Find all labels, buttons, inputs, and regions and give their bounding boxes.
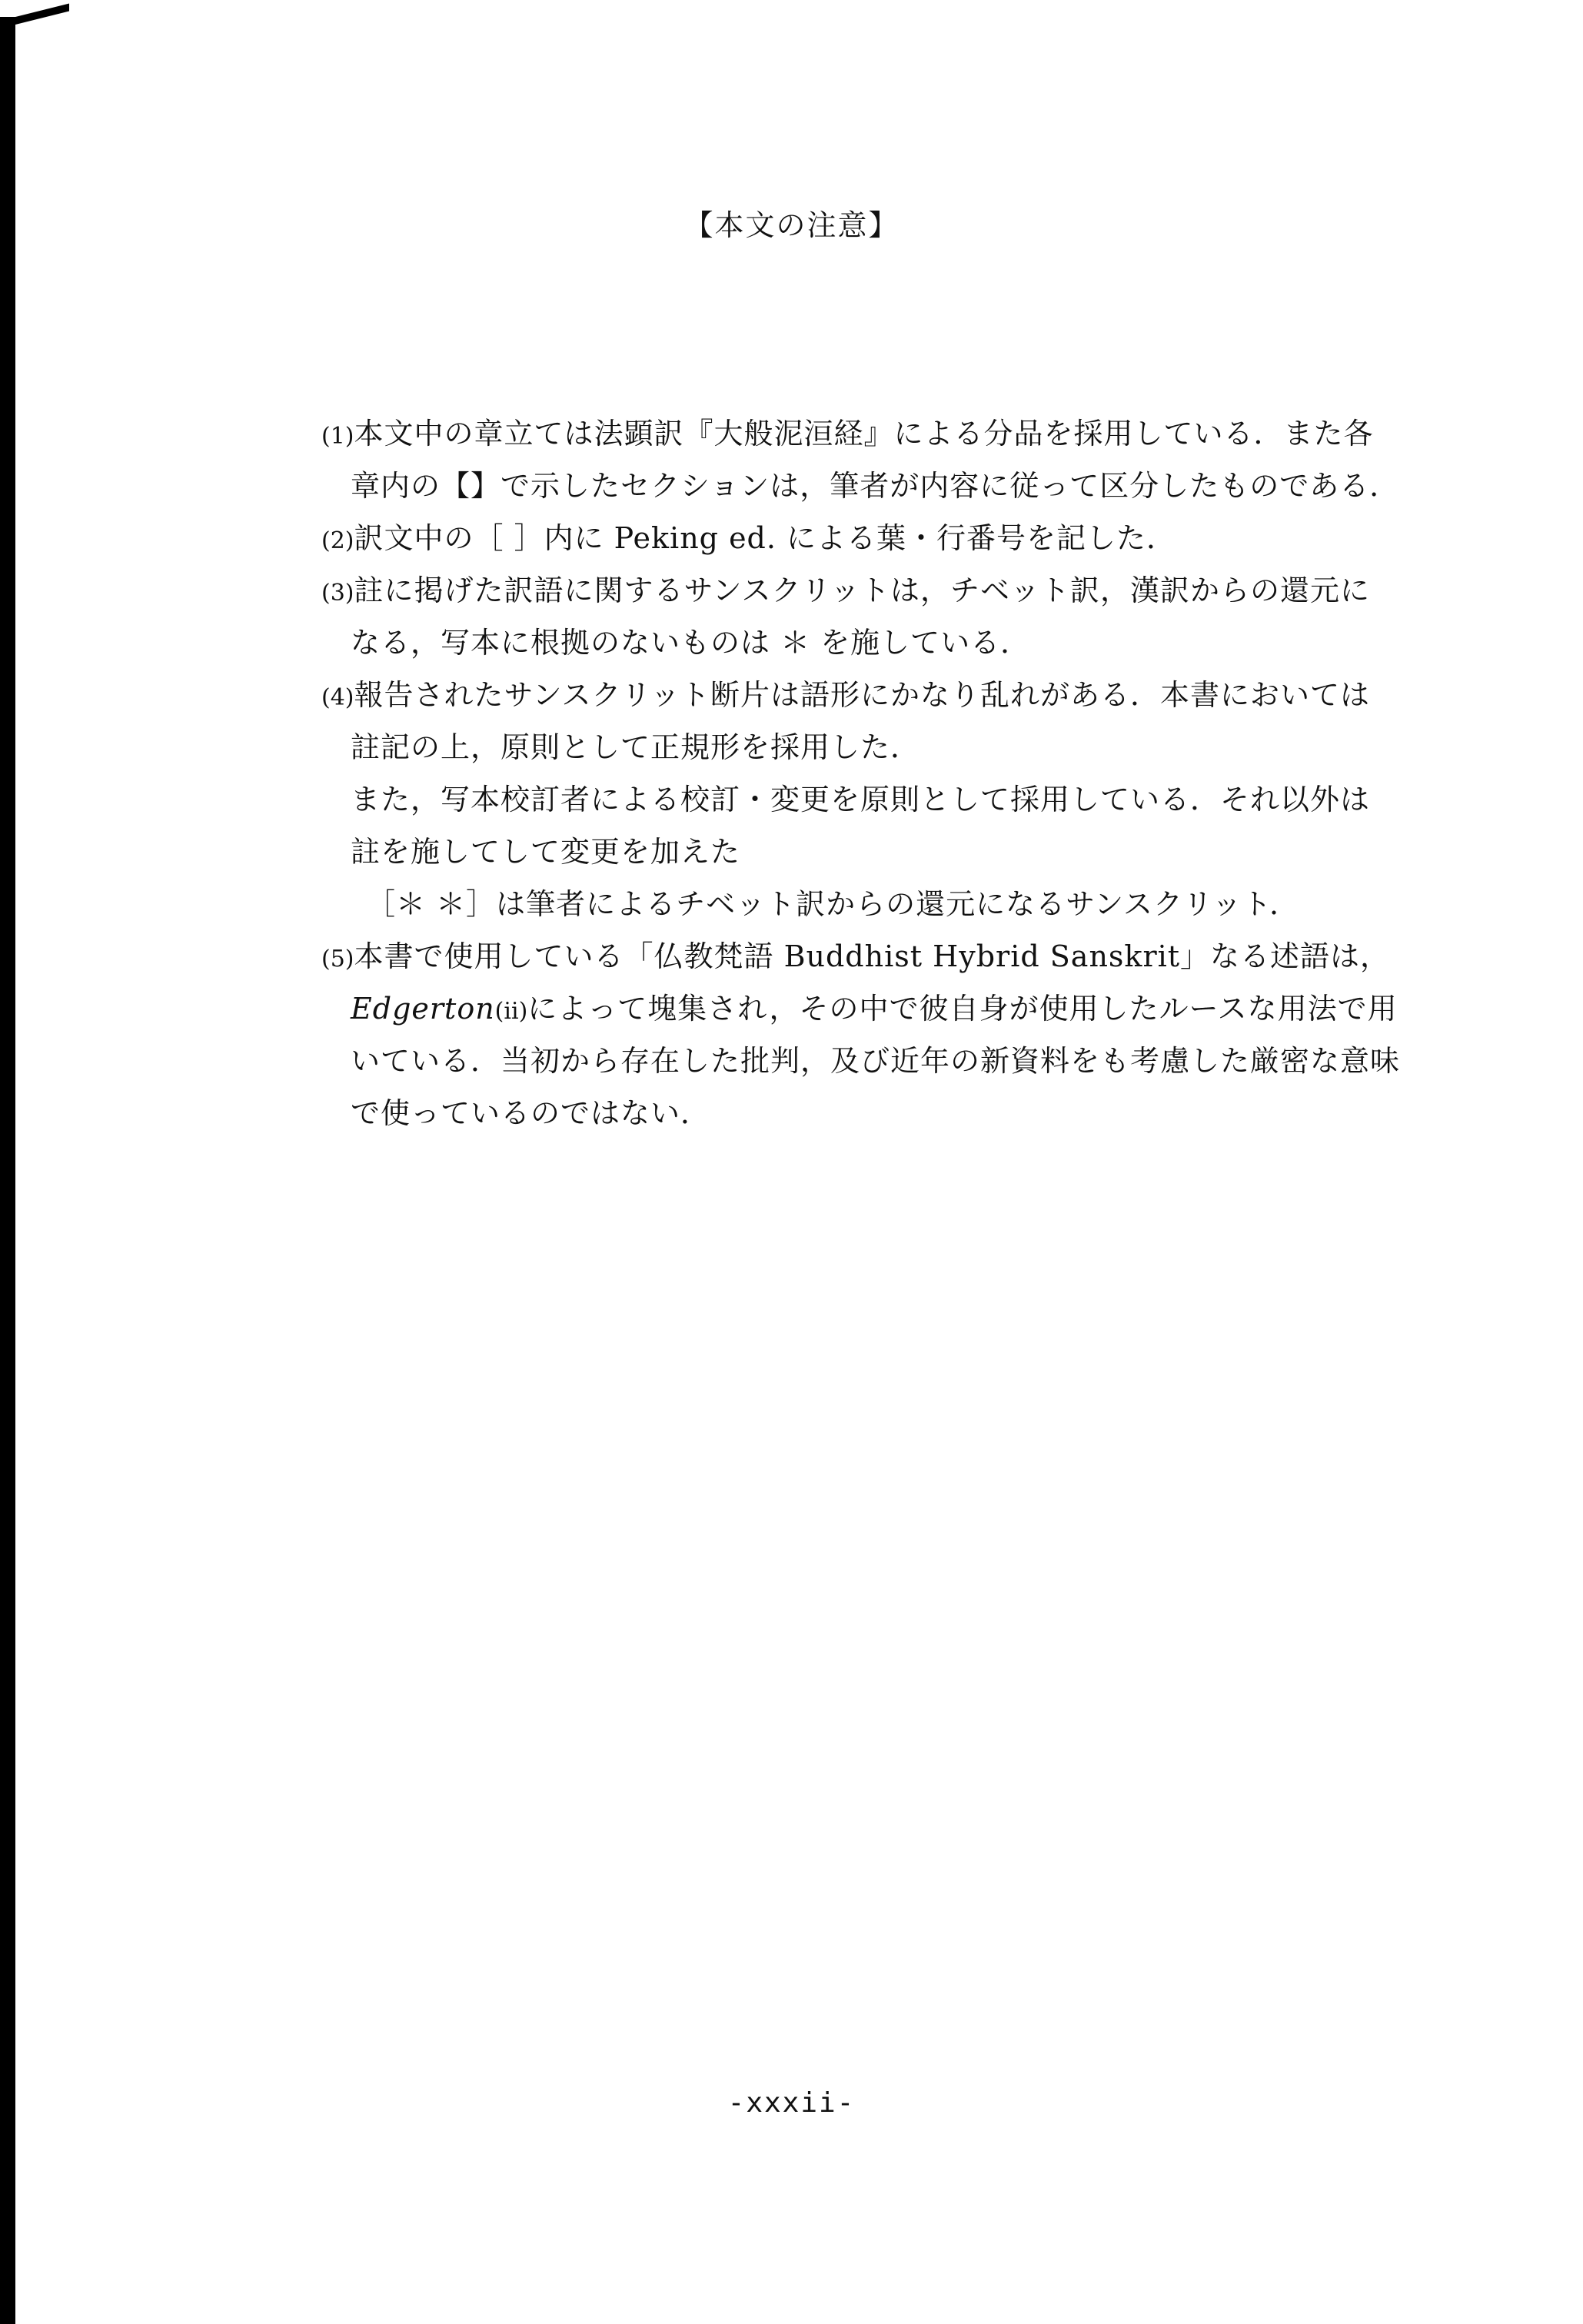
note-5-line-1 xyxy=(321,930,1490,982)
notes-list xyxy=(321,407,1490,1139)
note-2-line-1 xyxy=(321,512,1490,564)
note-3-text: なる，写本に根拠のないものは ＊ を施している． xyxy=(351,626,1031,660)
note-4-text: 註記の上，原則として正規形を採用した． xyxy=(351,730,921,764)
note-5-line-3 xyxy=(321,1035,1490,1087)
note-4-line-5 xyxy=(321,878,1490,930)
note-5-text: によって塊集され，その中で彼自身が使用したルースな用法で用 xyxy=(527,992,1398,1026)
note-4-text: また，写本校訂者による校訂・変更を原則として採用している．それ以外は xyxy=(351,783,1371,816)
note-3-text: 註に掲げた訳語に関するサンスクリットは，チベット訳，漢訳からの還元に xyxy=(354,574,1370,607)
note-5-line-2 xyxy=(321,982,1490,1035)
note-4-text: ［＊ ＊］は筆者によるチベット訳からの還元になるサンスクリット． xyxy=(366,887,1300,921)
note-3-line-2 xyxy=(321,617,1490,669)
page-title: 【本文の注意】 xyxy=(683,208,900,242)
scan-edge-corner xyxy=(15,4,69,25)
note-4-number: (4) xyxy=(321,684,354,711)
note-1-line-1 xyxy=(321,407,1490,460)
note-5-line-4 xyxy=(321,1087,1490,1139)
note-5-text: いている．当初から存在した批判，及び近年の新資料をも考慮した厳密な意味 xyxy=(351,1044,1401,1078)
page-number: -xxxii- xyxy=(727,2087,856,2119)
note-5-text: 本書で使用している「仏教梵語 Buddhist Hybrid Sanskrit」なる述語は， xyxy=(354,939,1391,973)
note-1-text: 章内の【】で示したセクションは，筆者が内容に従って区分したものである． xyxy=(351,469,1400,503)
author-name: Edgerton xyxy=(351,992,495,1026)
note-4-line-4 xyxy=(321,826,1490,878)
note-4-text: 報告されたサンスクリット断片は語形にかなり乱れがある．本書においては xyxy=(354,678,1370,712)
note-5-text: で使っているのではない． xyxy=(351,1096,711,1130)
note-4-text: 註を施してして変更を加えた xyxy=(351,835,741,869)
note-1-line-2 xyxy=(321,460,1490,512)
note-3-number: (3) xyxy=(321,580,354,607)
note-3-line-1 xyxy=(321,564,1490,617)
scan-edge xyxy=(0,17,15,2324)
note-5-number: (5) xyxy=(321,946,354,972)
note-4-line-2 xyxy=(321,721,1490,773)
note-1-number: (1) xyxy=(321,423,354,450)
note-4-line-3 xyxy=(321,773,1490,826)
note-4-line-1 xyxy=(321,669,1490,721)
note-2-text: 訳文中の［ ］内に Peking ed. による葉・行番号を記した． xyxy=(354,521,1177,555)
reference-marker: (ii) xyxy=(494,998,528,1025)
note-1-text: 本文中の章立ては法顕訳『大般泥洹経』による分品を採用している．また各 xyxy=(354,417,1374,451)
note-2-number: (2) xyxy=(321,527,354,554)
